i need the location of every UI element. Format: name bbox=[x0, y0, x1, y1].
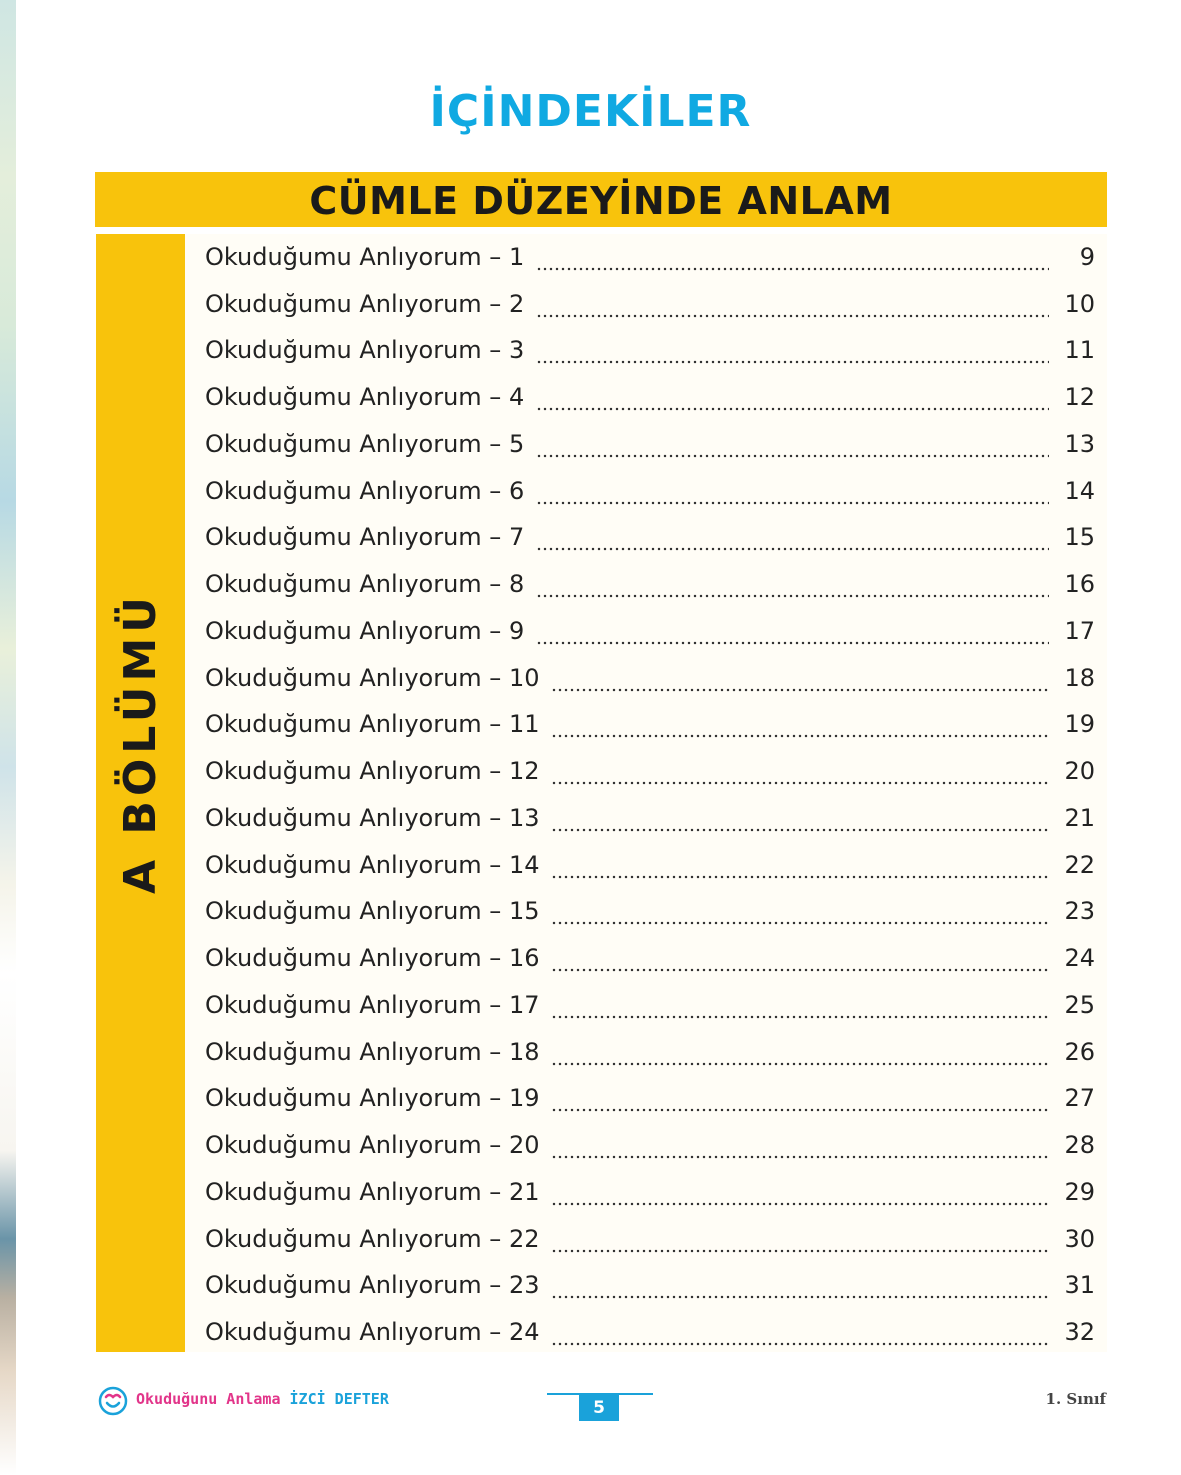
toc-entry-title: Okuduğumu Anlıyorum – 6 bbox=[205, 477, 525, 505]
toc-leader-dots bbox=[536, 299, 1049, 319]
toc-entry-title: Okuduğumu Anlıyorum – 21 bbox=[205, 1178, 540, 1206]
grade-label: 1. Sınıf bbox=[1045, 1390, 1106, 1408]
toc-leader-dots bbox=[551, 906, 1049, 926]
page-title: İÇİNDEKİLER bbox=[429, 86, 752, 137]
toc-entry-page: 30 bbox=[1064, 1225, 1095, 1253]
section-header-bar bbox=[95, 172, 1107, 227]
toc-entry[interactable] bbox=[205, 330, 1095, 370]
toc-entry-title: Okuduğumu Anlıyorum – 3 bbox=[205, 336, 525, 364]
toc-leader-dots bbox=[551, 1047, 1049, 1067]
toc-entry-page: 11 bbox=[1064, 336, 1095, 364]
toc-leader-dots bbox=[551, 1327, 1049, 1347]
toc-entry-title: Okuduğumu Anlıyorum – 23 bbox=[205, 1271, 540, 1299]
toc-leader-dots bbox=[551, 860, 1049, 880]
toc-entry-page: 24 bbox=[1064, 944, 1095, 972]
footer-brand bbox=[136, 1390, 389, 1408]
toc-entry-page: 19 bbox=[1064, 710, 1095, 738]
toc-entry-title: Okuduğumu Anlıyorum – 7 bbox=[205, 523, 525, 551]
toc-entry-title: Okuduğumu Anlıyorum – 12 bbox=[205, 757, 540, 785]
toc-entry-page: 29 bbox=[1064, 1178, 1095, 1206]
toc-entry-page: 22 bbox=[1064, 851, 1095, 879]
toc-entry-title: Okuduğumu Anlıyorum – 14 bbox=[205, 851, 540, 879]
toc-entry-title: Okuduğumu Anlıyorum – 5 bbox=[205, 430, 525, 458]
toc-entry-page: 17 bbox=[1064, 617, 1095, 645]
toc-leader-dots bbox=[551, 1234, 1049, 1254]
toc-entry-title: Okuduğumu Anlıyorum – 22 bbox=[205, 1225, 540, 1253]
toc-leader-dots bbox=[536, 626, 1049, 646]
toc-entry[interactable] bbox=[205, 1032, 1095, 1072]
toc-leader-dots bbox=[536, 392, 1049, 412]
toc-entry-page: 25 bbox=[1064, 991, 1095, 1019]
toc-leader-dots bbox=[536, 252, 1049, 272]
footer-brand-series: İZCİ DEFTER bbox=[289, 1390, 389, 1408]
toc-entry-page: 21 bbox=[1064, 804, 1095, 832]
toc-entry-page: 15 bbox=[1064, 523, 1095, 551]
toc-entry[interactable] bbox=[205, 891, 1095, 931]
toc-entry[interactable] bbox=[205, 1078, 1095, 1118]
toc-entry-page: 31 bbox=[1064, 1271, 1095, 1299]
toc-entry[interactable] bbox=[205, 985, 1095, 1025]
toc-entry-title: Okuduğumu Anlıyorum – 9 bbox=[205, 617, 525, 645]
part-label: A BÖLÜMÜ bbox=[115, 591, 166, 895]
toc-leader-dots bbox=[536, 345, 1049, 365]
toc-entry-page: 20 bbox=[1064, 757, 1095, 785]
toc-entry-title: Okuduğumu Anlıyorum – 24 bbox=[205, 1318, 540, 1346]
toc-entry[interactable] bbox=[205, 471, 1095, 511]
toc-entry-title: Okuduğumu Anlıyorum – 2 bbox=[205, 290, 525, 318]
toc-entry-title: Okuduğumu Anlıyorum – 19 bbox=[205, 1084, 540, 1112]
toc-entry-title: Okuduğumu Anlıyorum – 20 bbox=[205, 1131, 540, 1159]
toc-entry-page: 12 bbox=[1064, 383, 1095, 411]
toc-entry[interactable] bbox=[205, 751, 1095, 791]
toc-entry[interactable] bbox=[205, 704, 1095, 744]
toc-entry[interactable] bbox=[205, 517, 1095, 557]
toc-entry[interactable] bbox=[205, 658, 1095, 698]
toc-leader-dots bbox=[551, 673, 1049, 693]
toc-entry-title: Okuduğumu Anlıyorum – 11 bbox=[205, 710, 540, 738]
toc-entry-title: Okuduğumu Anlıyorum – 10 bbox=[205, 664, 540, 692]
toc-entry[interactable] bbox=[205, 1219, 1095, 1259]
toc-leader-dots bbox=[551, 719, 1049, 739]
toc-entry-page: 16 bbox=[1064, 570, 1095, 598]
toc-leader-dots bbox=[551, 766, 1049, 786]
toc-entry-page: 27 bbox=[1064, 1084, 1095, 1112]
toc-entry[interactable] bbox=[205, 284, 1095, 324]
toc-entry-page: 23 bbox=[1064, 897, 1095, 925]
toc-leader-dots bbox=[536, 532, 1049, 552]
toc-leader-dots bbox=[551, 1140, 1049, 1160]
toc-entry-title: Okuduğumu Anlıyorum – 17 bbox=[205, 991, 540, 1019]
toc-entry[interactable] bbox=[205, 845, 1095, 885]
toc-leader-dots bbox=[551, 953, 1049, 973]
toc-entry-page: 26 bbox=[1064, 1038, 1095, 1066]
toc-entry[interactable] bbox=[205, 564, 1095, 604]
toc-entry-title: Okuduğumu Anlıyorum – 15 bbox=[205, 897, 540, 925]
toc-entry-title: Okuduğumu Anlıyorum – 13 bbox=[205, 804, 540, 832]
toc-entry[interactable] bbox=[205, 1312, 1095, 1352]
toc-leader-dots bbox=[536, 439, 1049, 459]
toc-entry[interactable] bbox=[205, 798, 1095, 838]
toc-leader-dots bbox=[551, 1093, 1049, 1113]
toc-entry[interactable] bbox=[205, 377, 1095, 417]
smiley-logo-icon bbox=[98, 1386, 128, 1416]
toc-entry[interactable] bbox=[205, 611, 1095, 651]
toc-entry-page: 32 bbox=[1064, 1318, 1095, 1346]
toc-entry-page: 28 bbox=[1064, 1131, 1095, 1159]
part-side-bar bbox=[96, 234, 185, 1352]
toc-leader-dots bbox=[551, 1280, 1049, 1300]
toc-entry-page: 13 bbox=[1064, 430, 1095, 458]
toc-leader-dots bbox=[551, 1000, 1049, 1020]
cover-art-edge bbox=[0, 0, 16, 1475]
toc-entry-page: 18 bbox=[1064, 664, 1095, 692]
toc-entry-title: Okuduğumu Anlıyorum – 8 bbox=[205, 570, 525, 598]
toc-entry-title: Okuduğumu Anlıyorum – 18 bbox=[205, 1038, 540, 1066]
toc-entry[interactable] bbox=[205, 938, 1095, 978]
toc-entry[interactable] bbox=[205, 237, 1095, 277]
toc-entry[interactable] bbox=[205, 1125, 1095, 1165]
toc-entry-title: Okuduğumu Anlıyorum – 1 bbox=[205, 243, 525, 271]
section-title: CÜMLE DÜZEYİNDE ANLAM bbox=[309, 179, 893, 223]
toc-leader-dots bbox=[551, 1187, 1049, 1207]
footer-brand-subject: Okuduğunu Anlama bbox=[136, 1390, 281, 1408]
toc-entry-title: Okuduğumu Anlıyorum – 4 bbox=[205, 383, 525, 411]
toc-entry[interactable] bbox=[205, 424, 1095, 464]
toc-leader-dots bbox=[551, 813, 1049, 833]
toc-entry-page: 10 bbox=[1064, 290, 1095, 318]
toc-entry-title: Okuduğumu Anlıyorum – 16 bbox=[205, 944, 540, 972]
toc-entry-page: 9 bbox=[1079, 243, 1095, 271]
toc-entry-page: 14 bbox=[1064, 477, 1095, 505]
toc-leader-dots bbox=[536, 486, 1049, 506]
toc-leader-dots bbox=[536, 579, 1049, 599]
toc-entry[interactable] bbox=[205, 1172, 1095, 1212]
toc-entry[interactable] bbox=[205, 1265, 1095, 1305]
page-number: 5 bbox=[579, 1395, 619, 1421]
